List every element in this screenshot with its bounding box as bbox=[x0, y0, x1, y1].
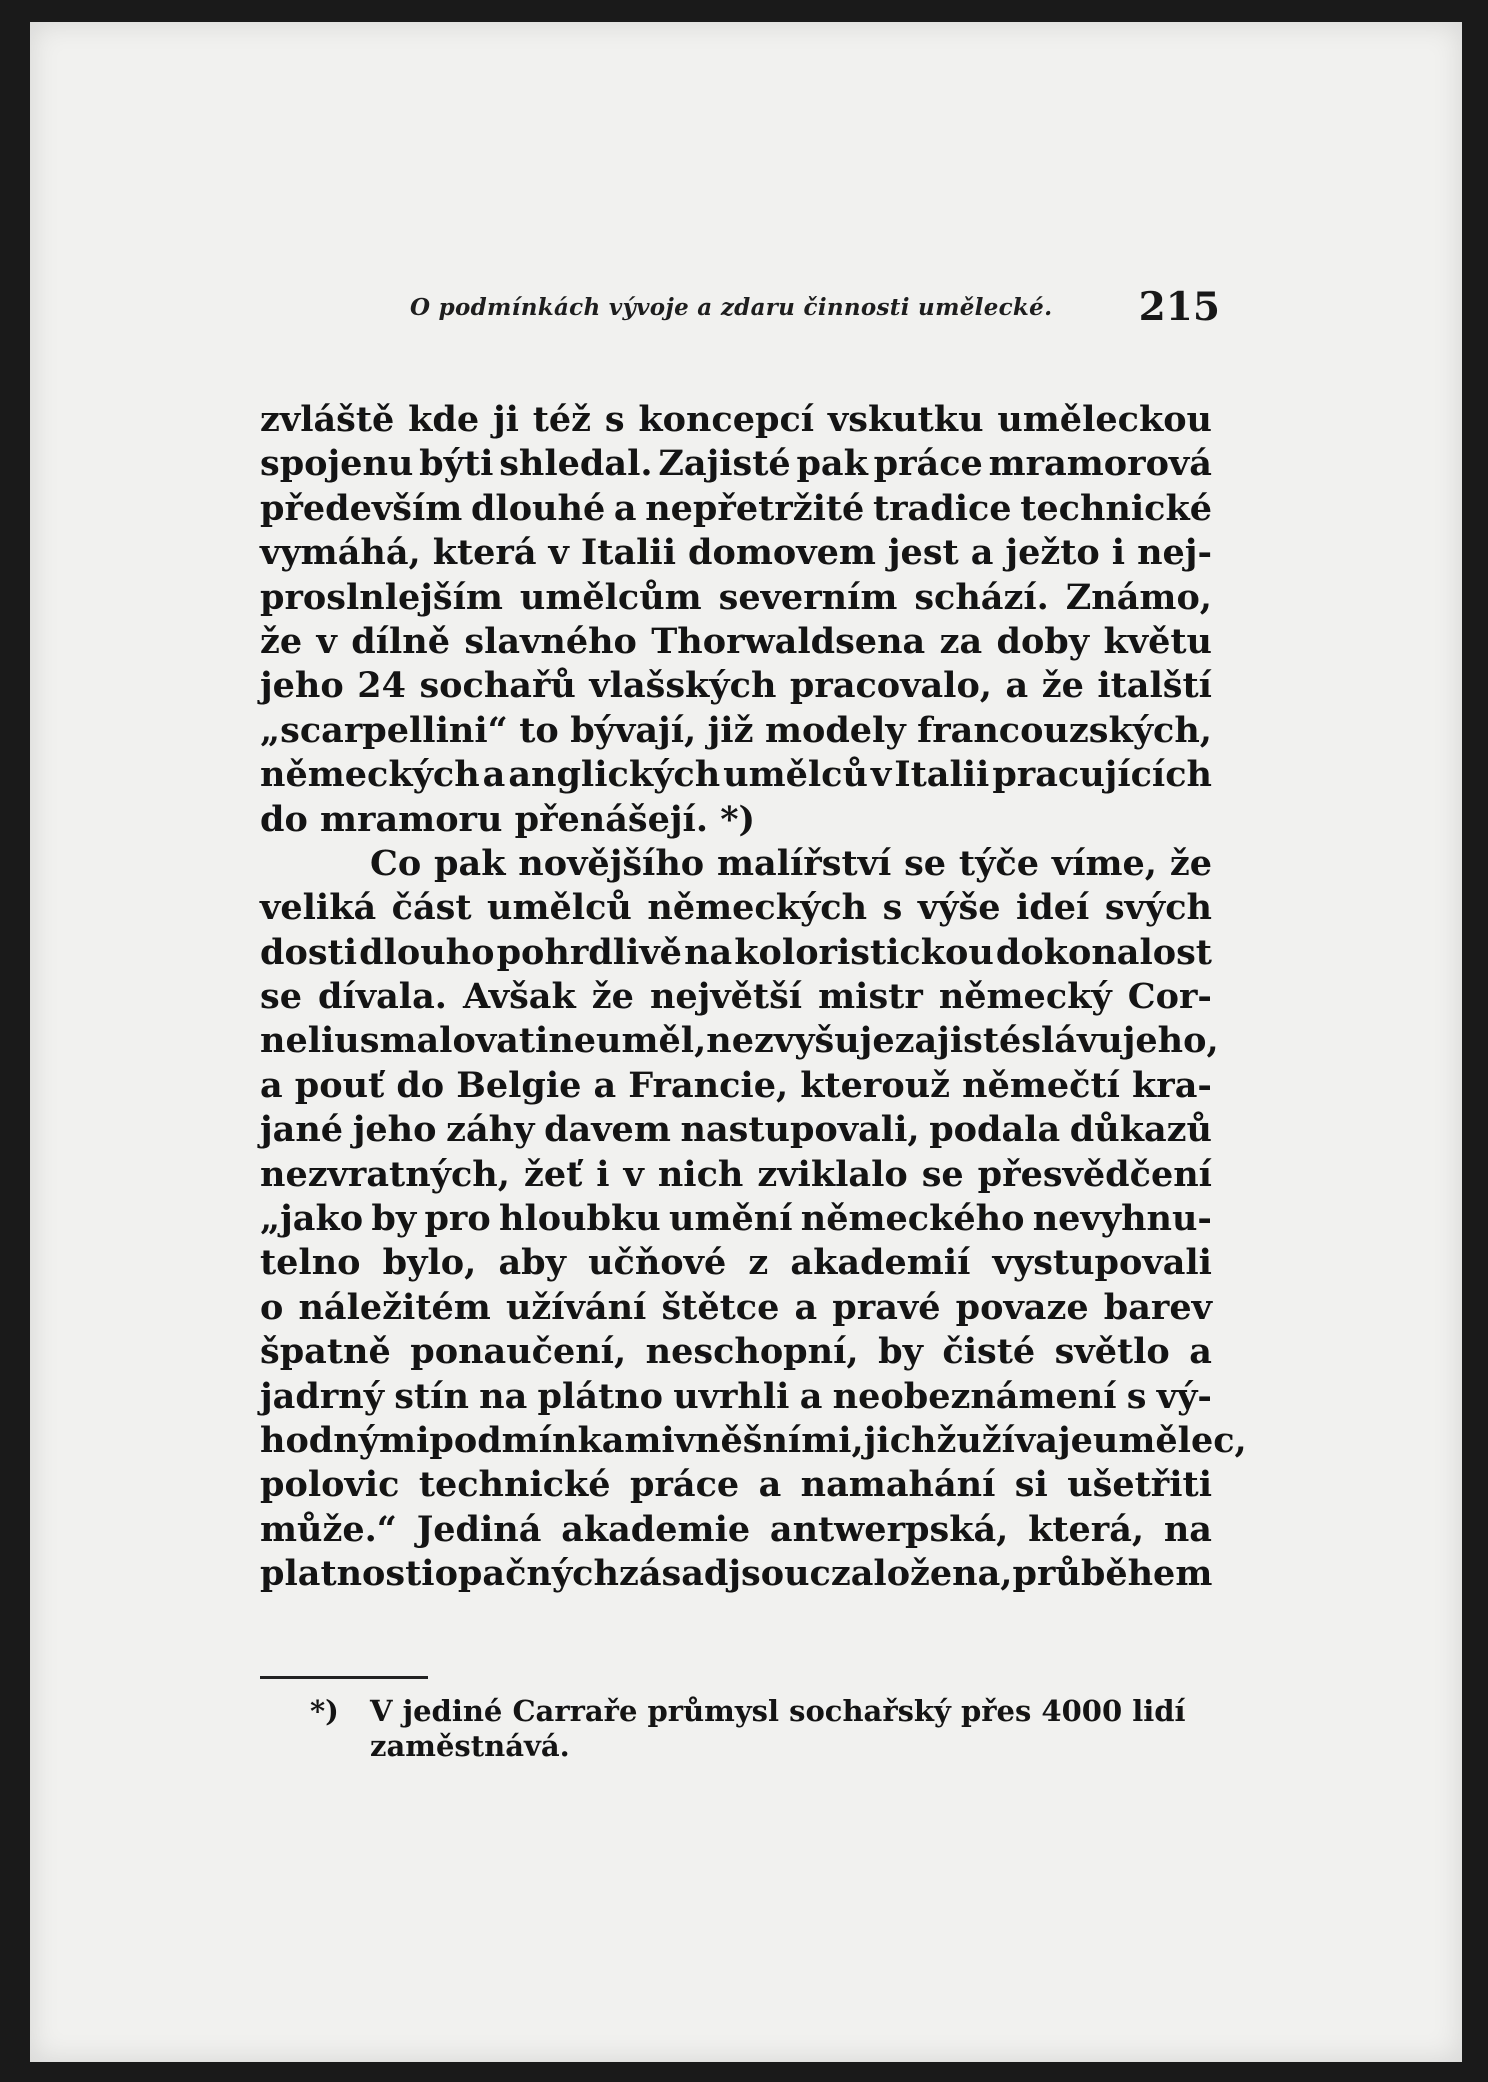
text-line bbox=[260, 1019, 1219, 1063]
word: že bbox=[260, 620, 303, 662]
word: modely bbox=[764, 709, 906, 751]
word: plátno bbox=[537, 1375, 663, 1417]
word: a bbox=[260, 1064, 283, 1106]
text-line bbox=[260, 398, 1212, 442]
word: nezvratných, bbox=[260, 1153, 510, 1195]
word: Zajisté bbox=[658, 443, 791, 485]
word: „scarpellini“ bbox=[260, 709, 508, 751]
text-line bbox=[260, 975, 1212, 1019]
word: především bbox=[260, 487, 463, 529]
word: pracujících bbox=[992, 754, 1212, 796]
word: v bbox=[316, 620, 337, 662]
word: výše bbox=[917, 887, 1001, 929]
word: kra- bbox=[1132, 1064, 1212, 1106]
word: 24 bbox=[357, 665, 406, 707]
word: práce bbox=[629, 1464, 740, 1506]
text-line bbox=[260, 1241, 1212, 1285]
word: čisté bbox=[942, 1331, 1036, 1373]
word: akademií bbox=[790, 1242, 971, 1284]
word: jeho, bbox=[1122, 1020, 1219, 1062]
word: dokonalost bbox=[995, 931, 1212, 973]
word: zvláště bbox=[260, 399, 395, 440]
word: dosti bbox=[260, 931, 357, 973]
word: důkazů bbox=[1069, 1109, 1212, 1151]
footnote-rule bbox=[260, 1676, 428, 1679]
body-text bbox=[260, 398, 1247, 1597]
word: na bbox=[1163, 1508, 1212, 1550]
word: německého bbox=[800, 1198, 1025, 1240]
word: novějšího bbox=[518, 842, 705, 884]
word: a bbox=[593, 1064, 617, 1106]
word: mistr bbox=[818, 976, 923, 1018]
word: Jediná bbox=[416, 1508, 542, 1550]
word: býti bbox=[419, 443, 494, 485]
word: umělec, bbox=[1092, 1419, 1247, 1461]
word: bývají, bbox=[570, 709, 697, 751]
word: a bbox=[758, 1464, 782, 1506]
word: doby bbox=[996, 620, 1090, 662]
word: vystupovali bbox=[992, 1242, 1212, 1284]
word: pro bbox=[424, 1198, 491, 1240]
word: v bbox=[870, 754, 892, 796]
word: špatně bbox=[260, 1331, 391, 1373]
word: platnosti bbox=[260, 1553, 435, 1595]
text-line bbox=[260, 1197, 1212, 1241]
word: davem bbox=[544, 1109, 671, 1151]
word: největší bbox=[649, 976, 803, 1018]
word: kterouž bbox=[800, 1064, 951, 1106]
footnote bbox=[310, 1694, 1210, 1764]
word: kde bbox=[408, 399, 480, 440]
word: že bbox=[591, 976, 634, 1018]
word: za bbox=[939, 620, 983, 662]
word: bylo, bbox=[382, 1242, 477, 1284]
word: Francie, bbox=[628, 1064, 789, 1106]
word: pracovalo, bbox=[789, 665, 992, 707]
word: nastupovali, bbox=[680, 1109, 920, 1151]
word: i bbox=[1111, 532, 1126, 574]
word: a bbox=[799, 1375, 823, 1417]
word: nepřetržité bbox=[645, 487, 865, 529]
text-line bbox=[260, 842, 1212, 886]
word: že bbox=[1169, 842, 1212, 884]
word: přesvědčení bbox=[977, 1153, 1212, 1195]
word: se bbox=[904, 842, 947, 884]
word: Co bbox=[370, 842, 422, 884]
word: pouť bbox=[294, 1064, 385, 1106]
word: světlo bbox=[1054, 1331, 1170, 1373]
word: proslnlejším bbox=[260, 576, 503, 618]
word: užívaje bbox=[956, 1419, 1093, 1461]
word: zajisté bbox=[894, 1020, 1022, 1062]
word: vymáhá, bbox=[260, 532, 421, 574]
word: by bbox=[878, 1331, 923, 1373]
word: německých bbox=[260, 754, 480, 796]
word: květu bbox=[1103, 620, 1212, 662]
word: učňové bbox=[588, 1242, 727, 1284]
word: vněšními, bbox=[674, 1419, 864, 1461]
word: založena, bbox=[830, 1553, 1013, 1595]
text-line bbox=[260, 709, 1212, 753]
footnote-line: zaměstnává. bbox=[370, 1729, 570, 1763]
word: „jako bbox=[260, 1198, 364, 1240]
word: ideí bbox=[1015, 887, 1090, 929]
word: hodnými bbox=[260, 1419, 430, 1461]
word: barev bbox=[1103, 1286, 1212, 1328]
word: zviklalo bbox=[757, 1153, 908, 1195]
word: týče bbox=[958, 842, 1040, 884]
word: v bbox=[623, 1153, 644, 1195]
word: jadrný bbox=[260, 1375, 385, 1417]
word: veliká bbox=[260, 887, 377, 929]
word: nelius bbox=[260, 1020, 380, 1062]
word: malovati bbox=[379, 1020, 549, 1062]
word: jichž bbox=[863, 1419, 957, 1461]
word: akademie bbox=[561, 1508, 751, 1550]
word: stín bbox=[394, 1375, 469, 1417]
word: umělců bbox=[723, 754, 868, 796]
word: nezvyšuje bbox=[706, 1020, 895, 1062]
word: a bbox=[1189, 1331, 1212, 1373]
word: že bbox=[1041, 665, 1084, 707]
word: část bbox=[391, 887, 472, 929]
page-header bbox=[410, 284, 1220, 344]
word: dílně bbox=[351, 620, 450, 662]
word: neobeznámení bbox=[832, 1375, 1117, 1417]
text-line bbox=[260, 1508, 1212, 1552]
word: uvrhli bbox=[673, 1375, 790, 1417]
text-line bbox=[260, 1375, 1212, 1419]
footnote-marker: *) bbox=[310, 1694, 339, 1728]
word: s bbox=[604, 399, 625, 440]
word: opačných bbox=[434, 1553, 619, 1595]
word: technické bbox=[1020, 487, 1212, 529]
word: koloristickou bbox=[734, 931, 994, 973]
word: malířství bbox=[717, 842, 892, 884]
word: povaze bbox=[955, 1286, 1089, 1328]
word: i bbox=[596, 1153, 610, 1195]
word: hloubku bbox=[499, 1198, 661, 1240]
word: slávu bbox=[1021, 1020, 1123, 1062]
text-line bbox=[260, 442, 1212, 486]
word: pravé bbox=[832, 1286, 941, 1328]
word: namahání bbox=[800, 1464, 996, 1506]
word: a bbox=[1005, 665, 1029, 707]
word: ponaučení, bbox=[410, 1331, 627, 1373]
word: s bbox=[1126, 1375, 1147, 1417]
text-line bbox=[260, 1552, 1212, 1596]
word: s bbox=[882, 887, 903, 929]
word: ji bbox=[492, 399, 519, 440]
word: svých bbox=[1104, 887, 1212, 929]
word: vskutku bbox=[827, 399, 984, 440]
word: dlouhé bbox=[470, 487, 606, 529]
word: to bbox=[519, 709, 559, 751]
word: se bbox=[260, 976, 302, 1018]
word: náležitém bbox=[298, 1286, 491, 1328]
word: německých bbox=[647, 887, 868, 929]
text-line bbox=[260, 531, 1212, 575]
word: jané bbox=[260, 1109, 344, 1151]
word: pak bbox=[796, 443, 868, 485]
word: Italii bbox=[580, 532, 677, 574]
word: víme, bbox=[1051, 842, 1157, 884]
word: polovic bbox=[260, 1464, 400, 1506]
word: v bbox=[548, 532, 569, 574]
word: podala bbox=[929, 1109, 1061, 1151]
word: ježto bbox=[1005, 532, 1100, 574]
word: užívání bbox=[505, 1286, 647, 1328]
word: Belgie bbox=[456, 1064, 582, 1106]
word: zásad bbox=[618, 1553, 729, 1595]
word: která, bbox=[1028, 1508, 1145, 1550]
word: a bbox=[794, 1286, 818, 1328]
word: ušetřiti bbox=[1067, 1464, 1212, 1506]
word: tradice bbox=[872, 487, 1012, 529]
text-line bbox=[260, 931, 1212, 975]
word: shledal. bbox=[499, 443, 653, 485]
word: schází. bbox=[914, 576, 1049, 618]
text-line bbox=[260, 1064, 1212, 1108]
text-line bbox=[260, 1108, 1212, 1152]
footnote-line: V jediné Carraře průmysl sochařský přes 4000 lidí bbox=[370, 1694, 1186, 1728]
word: jeho bbox=[260, 665, 344, 707]
word: německý bbox=[938, 976, 1112, 1018]
word: domovem bbox=[688, 532, 876, 574]
word: sochařů bbox=[419, 665, 576, 707]
word: se bbox=[921, 1153, 964, 1195]
word: uměleckou bbox=[997, 399, 1212, 440]
word: spojenu bbox=[260, 443, 414, 485]
word: severním bbox=[718, 576, 898, 618]
word: francouzských, bbox=[917, 709, 1212, 751]
text-line bbox=[260, 1153, 1212, 1197]
word: štětce bbox=[661, 1286, 780, 1328]
word: nej- bbox=[1137, 532, 1212, 574]
word: dívala. bbox=[318, 976, 447, 1018]
word: Italii bbox=[894, 754, 990, 796]
word: z bbox=[748, 1242, 769, 1284]
word: již bbox=[707, 709, 754, 751]
word: též bbox=[532, 399, 592, 440]
word: na bbox=[684, 931, 733, 973]
word: pohrdlivě bbox=[496, 931, 682, 973]
text-line: do mramoru přenášejí. *) bbox=[260, 798, 756, 840]
word: vlašských bbox=[589, 665, 777, 707]
word: může.“ bbox=[260, 1508, 397, 1550]
word: dlouho bbox=[359, 931, 495, 973]
word: antwerpská, bbox=[769, 1508, 1009, 1550]
book-page bbox=[30, 22, 1462, 2062]
word: si bbox=[1014, 1464, 1048, 1506]
word: žeť bbox=[523, 1153, 583, 1195]
text-line bbox=[260, 487, 1212, 531]
text-line bbox=[260, 576, 1212, 620]
text-line bbox=[260, 886, 1212, 930]
text-line bbox=[260, 753, 1212, 797]
word: vý- bbox=[1156, 1375, 1212, 1417]
word: Avšak bbox=[463, 976, 576, 1018]
text-line bbox=[260, 1330, 1212, 1374]
word: jest bbox=[887, 532, 959, 574]
word: na bbox=[479, 1375, 528, 1417]
word: slavného bbox=[464, 620, 637, 662]
word: umělců bbox=[487, 887, 632, 929]
word: jsouc bbox=[728, 1553, 831, 1595]
word: aby bbox=[498, 1242, 566, 1284]
word: němečtí bbox=[962, 1064, 1120, 1106]
text-line bbox=[260, 1419, 1247, 1463]
word: a bbox=[970, 532, 994, 574]
word: která bbox=[432, 532, 537, 574]
word: záhy bbox=[446, 1109, 535, 1151]
word: Cor- bbox=[1127, 976, 1212, 1018]
word: neschopní, bbox=[645, 1331, 859, 1373]
word: anglických bbox=[508, 754, 721, 796]
word: nich bbox=[657, 1153, 744, 1195]
word: umění bbox=[669, 1198, 793, 1240]
word: o bbox=[260, 1286, 284, 1328]
word: neuměl, bbox=[548, 1020, 707, 1062]
word: jeho bbox=[352, 1109, 437, 1151]
word: koncepcí bbox=[638, 399, 815, 440]
word: mramorová bbox=[988, 443, 1212, 485]
word: průběhem bbox=[1012, 1553, 1213, 1595]
word: Thorwaldsena bbox=[651, 620, 926, 662]
word: by bbox=[371, 1198, 417, 1240]
word: do bbox=[396, 1064, 445, 1106]
text-line bbox=[260, 1463, 1212, 1507]
word: technické bbox=[418, 1464, 611, 1506]
text-line bbox=[260, 1286, 1212, 1330]
word: nevyhnu- bbox=[1032, 1198, 1212, 1240]
page-number: 215 bbox=[1138, 284, 1220, 330]
text-line bbox=[260, 664, 1212, 708]
word: umělcům bbox=[519, 576, 702, 618]
word: a bbox=[482, 754, 506, 796]
word: Známo, bbox=[1065, 576, 1212, 618]
text-line bbox=[260, 620, 1212, 664]
word: a bbox=[613, 487, 637, 529]
word: telno bbox=[260, 1242, 361, 1284]
word: italští bbox=[1097, 665, 1212, 707]
word: podmínkami bbox=[429, 1419, 675, 1461]
running-title: O podmínkách vývoje a zdaru činnosti umělecké. bbox=[410, 294, 1053, 321]
word: práce bbox=[873, 443, 983, 485]
word: pak bbox=[434, 842, 506, 884]
